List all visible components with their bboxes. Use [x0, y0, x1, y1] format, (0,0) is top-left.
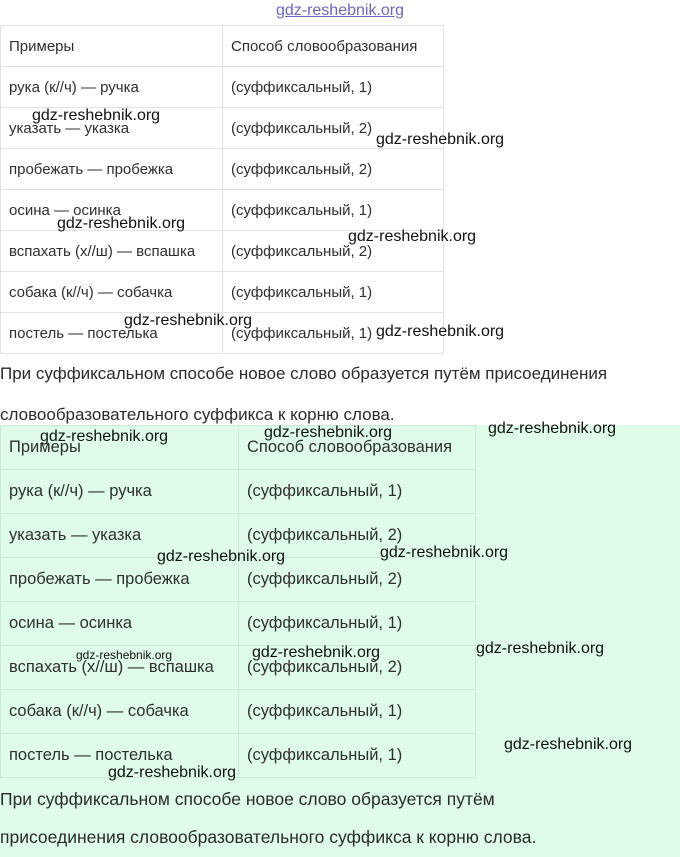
watermark: gdz-reshebnik.org [32, 107, 161, 124]
watermark: gdz-reshebnik.org [504, 736, 633, 753]
method-cell: (суффиксальный, 2) [223, 149, 444, 190]
example-cell: постель — постелька [1, 313, 223, 354]
explanation-line: При суффиксальном способе новое слово образуется путём присоединения [0, 364, 608, 383]
method-cell: (суффиксальный, 2) [239, 646, 476, 690]
header-method: Способ словообразования [239, 426, 476, 470]
example-cell: собака (к//ч) — собачка [1, 272, 223, 313]
word-formation-table [0, 425, 476, 778]
header-method: Способ словообразования [223, 26, 444, 67]
example-cell: рука (к//ч) — ручка [1, 67, 223, 108]
table-row [1, 734, 476, 778]
example-cell: вспахать (х//ш) — вспашка [1, 646, 239, 690]
table-row [1, 646, 476, 690]
header-examples: Примеры [1, 26, 223, 67]
watermark: gdz-reshebnik.org [376, 131, 505, 148]
example-cell: пробежать — пробежка [1, 149, 223, 190]
method-cell: (суффиксальный, 1) [223, 67, 444, 108]
example-cell: указать — указка [1, 108, 223, 149]
table-row [1, 272, 444, 313]
watermark: gdz-reshebnik.org [108, 764, 237, 781]
table-row [1, 690, 476, 734]
watermark: gdz-reshebnik.org [348, 228, 477, 245]
method-cell: (суффиксальный, 1) [239, 690, 476, 734]
method-cell: (суффиксальный, 1) [223, 190, 444, 231]
example-cell: собака (к//ч) — собачка [1, 690, 239, 734]
site-link[interactable]: gdz-reshebnik.org [275, 2, 405, 19]
watermark: gdz-reshebnik.org [380, 544, 509, 561]
example-cell: постель — постелька [1, 734, 239, 778]
table-row [1, 149, 444, 190]
explanation-line: присоединения словообразовательного суффикса к корню слова. [0, 827, 537, 847]
method-cell: (суффиксальный, 1) [239, 470, 476, 514]
method-cell: (суффиксальный, 2) [239, 514, 476, 558]
example-cell: осина — осинка [1, 602, 239, 646]
method-cell: (суффиксальный, 2) [223, 231, 444, 272]
watermark: gdz-reshebnik.org [157, 548, 286, 565]
table-row [1, 67, 444, 108]
method-cell: (суффиксальный, 2) [223, 108, 444, 149]
method-cell: (суффиксальный, 1) [223, 313, 444, 354]
watermark: gdz-reshebnik.org [488, 420, 617, 437]
table-row [1, 602, 476, 646]
watermark: gdz-reshebnik.org [252, 644, 381, 661]
method-cell: (суффиксальный, 1) [239, 734, 476, 778]
method-cell: (суффиксальный, 2) [239, 558, 476, 602]
explanation-line: словообразовательного суффикса к корню слова. [0, 405, 395, 424]
watermark: gdz-reshebnik.org [264, 424, 393, 441]
watermark: gdz-reshebnik.org [76, 648, 173, 662]
explanation-text [0, 780, 675, 856]
word-formation-table [0, 25, 444, 354]
method-cell: (суффиксальный, 1) [223, 272, 444, 313]
explanation-line: При суффиксальном способе новое слово образуется путём [0, 789, 495, 809]
watermark: gdz-reshebnik.org [40, 428, 169, 445]
table-row [1, 470, 476, 514]
example-cell: указать — указка [1, 514, 239, 558]
example-cell: осина — осинка [1, 190, 223, 231]
example-cell: пробежать — пробежка [1, 558, 239, 602]
watermark: gdz-reshebnik.org [124, 312, 253, 329]
example-cell: вспахать (х//ш) — вспашка [1, 231, 223, 272]
watermark: gdz-reshebnik.org [57, 215, 186, 232]
example-cell: рука (к//ч) — ручка [1, 470, 239, 514]
table-header-row [1, 26, 444, 67]
watermark: gdz-reshebnik.org [476, 640, 605, 657]
method-cell: (суффиксальный, 1) [239, 602, 476, 646]
watermark: gdz-reshebnik.org [376, 323, 505, 340]
header-examples: Примеры [1, 426, 239, 470]
